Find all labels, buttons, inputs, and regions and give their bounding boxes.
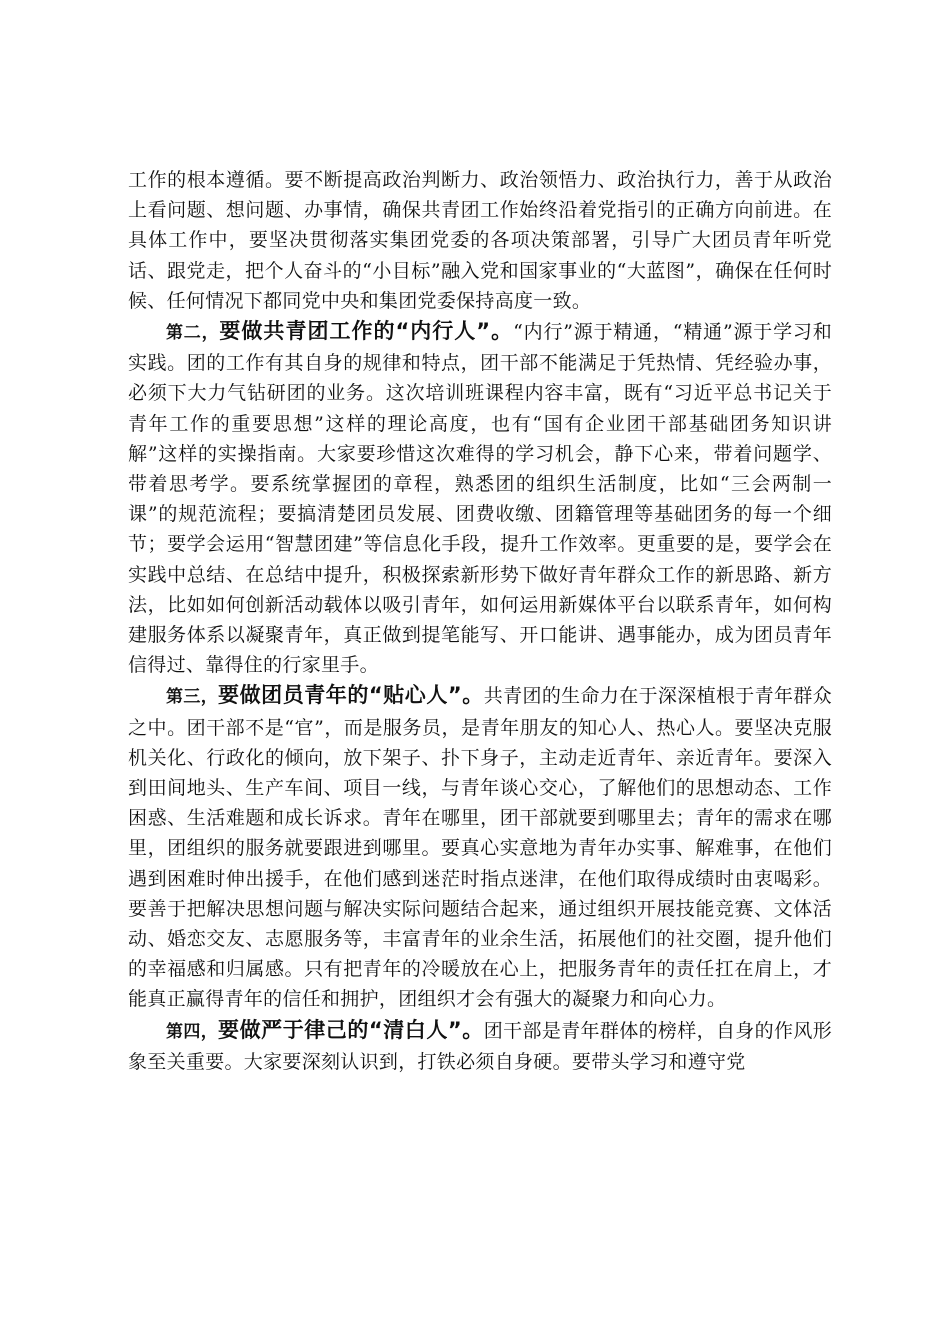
paragraph-heading: 要做严于律己的“清白人”。 — [218, 1017, 484, 1042]
paragraph-text: 团干部是青年群体的榜样，自身的作风形象至关重要。大家要深刻认识到，打铁必须自身硬。要带头学习和遵守党 — [128, 1019, 832, 1073]
paragraph-caring-person — [128, 680, 832, 1014]
paragraph-ordinal: 第四， — [166, 1021, 219, 1042]
paragraph-ordinal: 第三， — [166, 687, 219, 708]
paragraph-political-foundation — [128, 165, 832, 316]
document-body — [128, 165, 832, 1077]
paragraph-heading: 要做团员青年的“贴心人”。 — [218, 683, 484, 708]
paragraph-heading: 要做共青团工作的“内行人”。 — [219, 319, 514, 344]
paragraph-text: 工作的根本遵循。要不断提高政治判断力、政治领悟力、政治执行力，善于从政治上看问题、想问题、办事情，确保共青团工作始终沿着党指引的正确方向前进。在具体工作中，要坚决贯彻落实集团党委的各项决策部署，引导广大团员青年听党话、跟党走，把个人奋斗的“小目标”融入党和国家事业的“大蓝图”，确保在任何时候、任何情况下都同党中央和集团党委保持高度一致。 — [128, 169, 832, 312]
paragraph-ordinal: 第二， — [166, 323, 220, 344]
paragraph-self-discipline — [128, 1015, 832, 1077]
paragraph-text: 共青团的生命力在于深深植根于青年群众之中。团干部不是“官”，而是服务员，是青年朋友的知心人、热心人。要坚决克服机关化、行政化的倾向，放下架子、扑下身子，主动走近青年、亲近青年。要深入到田间地头、生产车间、项目一线，与青年谈心交心，了解他们的思想动态、工作困惑、生活难题和成长诉求。青年在哪里，团干部就要到哪里去；青年的需求在哪里，团组织的服务就要跟进到哪里。要真心实意地为青年办实事、解难事，在他们遇到困难时伸出援手，在他们感到迷茫时指点迷津，在他们取得成绩时由衷喝彩。要善于把解决思想问题与解决实际问题结合起来，通过组织开展技能竞赛、文体活动、婚恋交友、志愿服务等，丰富青年的业余生活，拓展他们的社交圈，提升他们的幸福感和归属感。只有把青年的冷暖放在心上，把服务青年的责任扛在肩上，才能真正赢得青年的信任和拥护，团组织才会有强大的凝聚力和向心力。 — [128, 685, 832, 1011]
paragraph-text: “内行”源于精通，“精通”源于学习和实践。团的工作有其自身的规律和特点，团干部不能满足于凭热情、凭经验办事，必须下大力气钻研团的业务。这次培训班课程内容丰富，既有“习近平总书记关于青年工作的重要思想”这样的理论高度，也有“国有企业团干部基础团务知识讲解”这样的实操指南。大家要珍惜这次难得的学习机会，静下心来，带着问题学、带着思考学。要系统掌握团的章程，熟悉团的组织生活制度，比如“三会两制一课”的规范流程；要搞清楚团员发展、团费收缴、团籍管理等基础团务的每一个细节；要学会运用“智慧团建”等信息化手段，提升工作效率。更重要的是，要学会在实践中总结、在总结中提升，积极探索新形势下做好青年群众工作的新思路、新方法，比如如何创新活动载体以吸引青年，如何运用新媒体平台以联系青年，如何构建服务体系以凝聚青年，真正做到提笔能写、开口能讲、遇事能办，成为团员青年信得过、靠得住的行家里手。 — [128, 321, 832, 677]
paragraph-insider — [128, 316, 832, 680]
